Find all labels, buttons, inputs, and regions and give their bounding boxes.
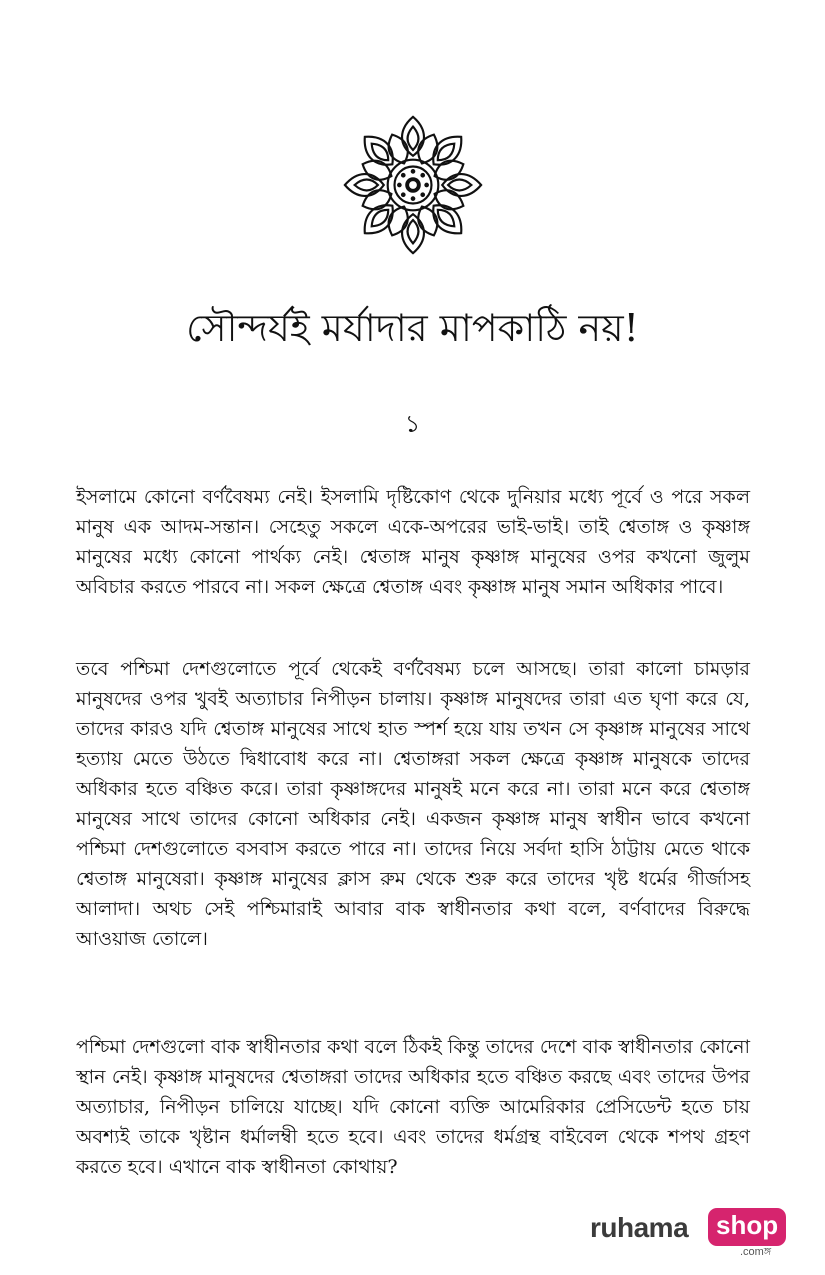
paragraph-1: ইসলামে কোনো বর্ণবৈষম্য নেই। ইসলামি দৃষ্টিকোণ থেকে দুনিয়ার মধ্যে পূর্বে ও পরে সকল মানুষ এক আদম-সন্তান। সেহেতু সকলে একে-অপরের ভাই-ভাই। তাই শ্বেতাঙ্গ ও কৃষ্ণাঙ্গ মানুষের মধ্যে কোনো পার্থক্য নেই। শ্বেতাঙ্গ মানুষ কৃষ্ণাঙ্গ মানুষের ওপর কখনো জুলুম অবিচার করতে পারবে না। সকল ক্ষেত্রে শ্বেতাঙ্গ এবং কৃষ্ণাঙ্গ মানুষ সমান অধিকার পাবে। [76,486,750,598]
chapter-number: ১ [404,410,421,438]
logo-word: ruhama [590,1212,689,1243]
logo-shop-badge: shop [708,1208,786,1246]
chapter-title: সৌন্দর্যই মর্যাদার মাপকাঠি নয়! [186,306,639,350]
paragraph-2: তবে পশ্চিমা দেশগুলোতে পূর্বে থেকেই বর্ণবৈষম্য চলে আসছে। তারা কালো চামড়ার মানুষদের ওপর খুবই অত্যাচার নিপীড়ন চালায়। কৃষ্ণাঙ্গ মানুষদের তারা এত ঘৃণা করে যে, তাদের কারও যদি শ্বেতাঙ্গ মানুষের সাথে হাত স্পর্শ হয়ে যায় তখন সে কৃষ্ণাঙ্গ মানুষের সাথে হত্যায় মেতে উঠতে দ্বিধাবোধ করে না। শ্বেতাঙ্গরা সকল ক্ষেত্রে কৃষ্ণাঙ্গ মানুষকে তাদের অধিকার হতে বঞ্চিত করে। তারা কৃষ্ণাঙ্গদের মানুষই মনে করে না। তারা মনে করে শ্বেতাঙ্গ মানুষের সাথে তাদের কোনো অধিকার নেই। একজন কৃষ্ণাঙ্গ মানুষ স্বাধীন ভাবে কখনো পশ্চিমা দেশগুলোতে বসবাস করতে পারে না। তাদের নিয়ে সর্বদা হাসি ঠাট্টায় মেতে থাকে শ্বেতাঙ্গ মানুষেরা। কৃষ্ণাঙ্গ মানুষের ক্লাস রুম থেকে শুরু করে তাদের খৃষ্ট ধর্মের গীর্জাসহ আলাদা। অথচ সেই পশ্চিমারাই আবার বাক স্বাধীনতার কথা বলে, বর্ণবাদের বিরুদ্ধে আওয়াজ তোলে। [76,658,750,950]
ruhamashop-watermark-logo [590,1208,790,1258]
logo-suffix: .comঙ্গ [740,1246,772,1258]
mandala-ornament-icon [340,112,486,258]
paragraph-3: পশ্চিমা দেশগুলো বাক স্বাধীনতার কথা বলে ঠিকই কিন্তু তাদের দেশে বাক স্বাধীনতার কোনো স্থান নেই। কৃষ্ণাঙ্গ মানুষদের শ্বেতাঙ্গরা তাদের অধিকার হতে বঞ্চিত করছে এবং তাদের উপর অত্যাচার, নিপীড়ন চালিয়ে যাচ্ছে। যদি কোনো ব্যক্তি আমেরিকার প্রেসিডেন্ট হতে চায় অবশ্যই তাকে খৃষ্টান ধর্মালম্বী হতে হবে। এবং তাদের ধর্মগ্রন্থ বাইবেল থেকে শপথ গ্রহণ করতে হবে। এখানে বাক স্বাধীনতা কোথায়? [76,1036,750,1178]
